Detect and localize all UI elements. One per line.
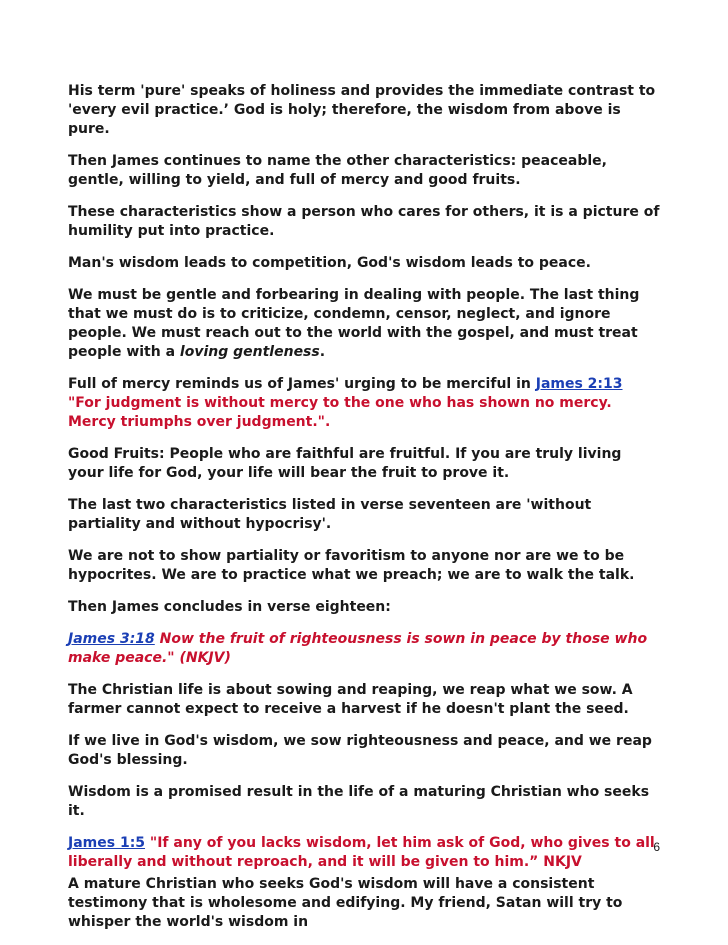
page-number: 6 [653,840,660,854]
scripture-link-james-3-18[interactable]: James 3:18 [68,631,155,647]
scripture-link-james-1-5[interactable]: James 1:5 [68,835,146,851]
document-body [68,82,660,945]
paragraph-gods-wisdom: If we live in God's wisdom, we sow righteousness and peace, and we reap God's blessing. [68,733,652,768]
paragraph-gentle-end: . [319,344,326,360]
scripture-quote-james-3-18: Now the fruit of righteousness is sown in peace by those who make peace." (NKJV) [68,631,648,666]
loving-gentleness-emphasis: loving gentleness [179,344,320,360]
paragraph-promised-result: Wisdom is a promised result in the life of a maturing Christian who seeks it. [68,784,650,819]
paragraph-james-1-5 [68,834,660,872]
paragraph-sowing-reaping: The Christian life is about sowing and reaping, we reap what we sow. A farmer cannot expect to receive a harvest if he doesn't plant the seed. [68,682,633,717]
paragraph-partiality: We are not to show partiality or favoritism to anyone nor are we to be hypocrites. We are to practice what we preach; we are to walk the talk. [68,548,635,583]
paragraph-humility: These characteristics show a person who cares for others, it is a picture of humility put into practice. [68,204,660,239]
paragraph-full-of-mercy [68,375,660,432]
paragraph-mercy-text: Full of mercy reminds us of James' urging to be merciful in [68,376,536,392]
scripture-quote-james-2-13: "For judgment is without mercy to the one who has shown no mercy. Mercy triumphs over judgment.". [68,395,612,430]
paragraph-pure-wisdom: His term 'pure' speaks of holiness and provides the immediate contrast to 'every evil practice.’ God is holy; therefore, the wisdom from above is pure. [68,83,656,137]
paragraph-verse-eighteen: Then James concludes in verse eighteen: [68,599,391,615]
scripture-quote-james-1-5: "If any of you lacks wisdom, let him ask of God, who gives to all liberally and without reproach, and it will be given to him.” NKJV [68,835,655,870]
paragraph-last-two-characteristics: The last two characteristics listed in verse seventeen are 'without partiality and without hypocrisy'. [68,497,592,532]
paragraph-gentle-text: We must be gentle and forbearing in dealing with people. The last thing that we must do is to criticize, condemn, censor, neglect, and ignore people. We must reach out to the world with the gospel, and must treat people with a [68,287,640,360]
paragraph-good-fruits: Good Fruits: People who are faithful are fruitful. If you are truly living your life for God, your life will bear the fruit to prove it. [68,446,622,481]
paragraph-mature-christian: A mature Christian who seeks God's wisdom will have a consistent testimony that is wholesome and edifying. My friend, Satan will try to whisper the world's wisdom in [68,876,623,930]
paragraph-james-3-18 [68,630,660,668]
scripture-link-james-2-13[interactable]: James 2:13 [535,376,623,392]
paragraph-gentle-forbearing [68,286,660,362]
paragraph-competition-peace: Man's wisdom leads to competition, God's wisdom leads to peace. [68,255,591,271]
paragraph-other-characteristics: Then James continues to name the other characteristics: peaceable, gentle, willing to yield, and full of mercy and good fruits. [68,153,607,188]
